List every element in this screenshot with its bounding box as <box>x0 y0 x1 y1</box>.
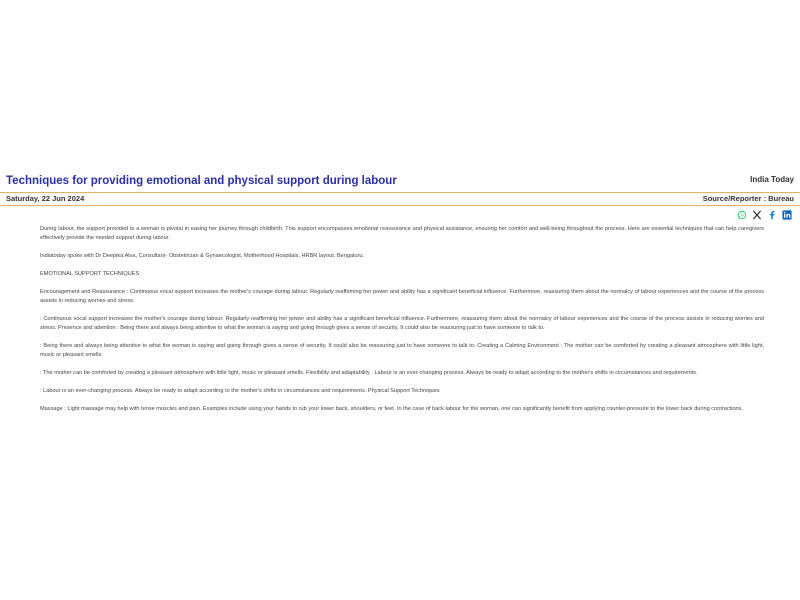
publish-date: Saturday, 22 Jun 2024 <box>6 194 85 203</box>
body-paragraph: : Labour is an ever-changing process. Always be ready to adapt according to the mother's shifts in circumstances and requirements. Physical Support Techniques <box>40 388 440 394</box>
source-reporter: Source/Reporter : Bureau <box>702 194 794 203</box>
body-paragraph: Massage : Light massage may help with tense muscles and pain. Examples include using your hands to rub your lower back, shoulders, or feet. In the case of back labour for the woman, one can significantly benefit from applying counter-pressure to the lower back during contractions. <box>40 406 744 412</box>
article-header <box>0 170 800 192</box>
body-paragraph: Encouragement and Reassurance : Continuous vocal support increases the mother's courage during labour. Regularly reaffirming her power and ability has a significant beneficial influence. Furthermore, reassuring them about the normalcy of labour experiences and the course of the process assists in reducing worries and stress. <box>40 289 764 304</box>
body-paragraph: : Continuous vocal support increases the mother's courage during labour. Regularly reaffirming her power and ability has a significant beneficial influence. Furthermore, reassuring them about the normalcy of labour experiences and the course of the process assists in reducing worries and stress. Presence and attention : Being there and always being attentive to what the woman is saying and going through gives a sense of security. It could also be reassuring just to have someone to talk to. <box>40 316 764 331</box>
article-body <box>40 225 764 423</box>
x-icon[interactable] <box>752 210 762 220</box>
facebook-icon[interactable] <box>767 210 777 220</box>
whatsapp-icon[interactable] <box>737 210 747 220</box>
header-divider <box>0 192 800 193</box>
meta-divider <box>0 205 800 206</box>
body-paragraph: Indiatoday spoke with Dr Deepika Alva, Consultant- Obstetrician & Gynaecologist, Motherhood Hospitals, HRBR layout, Bengaluru. <box>40 253 364 259</box>
body-paragraph: During labour, the support provided to a woman is pivotal in easing her journey through childbirth. This support encompasses emotional reassurance and physical assistance, ensuring her comfort and well-being throughout the process. Here are essential techniques that can help caregivers effectively provide the needed support during labour. <box>40 226 764 241</box>
share-bar <box>737 210 792 220</box>
body-paragraph: : The mother can be comforted by creating a pleasant atmosphere with little light, music or pleasant smells. Flexibility and adaptability : Labour is an ever-changing process. Always be ready to adapt according to the mother's shifts in circumstances and requirements. <box>40 370 698 376</box>
article-meta <box>0 194 800 205</box>
body-paragraph: : Being there and always being attentive to what the woman is saying and going through gives a sense of security. It could also be reassuring just to have someone to talk to. Creating a Calming Environment : The mother can be comforted by creating a pleasant atmosphere with little light, music or pleasant smells. <box>40 343 764 358</box>
publication-name: India Today <box>750 175 794 184</box>
section-heading: EMOTIONAL SUPPORT TECHNIQUES <box>40 271 140 277</box>
linkedin-icon[interactable] <box>782 210 792 220</box>
article-title: Techniques for providing emotional and physical support during labour <box>6 175 397 187</box>
